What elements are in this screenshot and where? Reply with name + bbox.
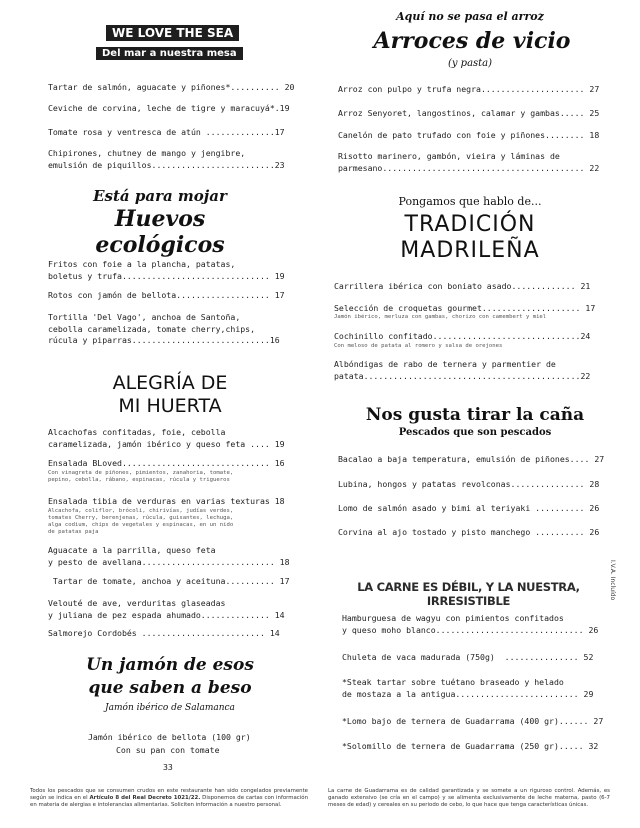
tradicion-item-detail: Jamón ibérico, merluza con gambas, chorizo con camembert y miel (334, 314, 547, 320)
tradicion-kicker: Pongamos que hablo de... (398, 195, 542, 208)
jamon-item-detail: Con su pan con tomate (116, 745, 220, 755)
sea-banner-subtitle: Del mar a nuestra mesa (96, 47, 243, 60)
huevos-kicker: Está para mojar (93, 187, 227, 205)
huerta-item: Ensalada BLoved.............................. 16 (48, 458, 285, 468)
jamon-subtitle: Jamón ibérico de Salamanca (105, 703, 235, 713)
tradicion-title-line2: MADRILEÑA (400, 238, 540, 263)
arroz-title: Arroces de vicio (373, 28, 571, 54)
tradicion-item: Selección de croquetas gourmet.................... 17 (334, 303, 596, 313)
carne-title: LA CARNE ES DÉBIL, Y LA NUESTRA, IRRESISTIBLE (357, 580, 580, 608)
tradicion-item: Carrillera ibérica con boniato asado............. 21 (334, 281, 591, 291)
tradicion-item-detail: Con meloso de patata al romero y salsa de orejones (334, 343, 503, 349)
jamon-price: 33 (163, 762, 173, 772)
huerta-item: Velouté de ave, verduritas glaseadas y juliana de pez espada ahumado.............. 14 (48, 598, 285, 620)
arroz-item: Arroz Senyoret, langostinos, calamar y gambas..... 25 (338, 108, 600, 118)
huevos-item: Fritos con foie a la plancha, patatas, boletus y trufa.............................. 19 (48, 259, 285, 281)
huerta-item: Alcachofas confitadas, foie, cebolla caramelizada, jamón ibérico y queso feta .... 19 (48, 427, 285, 449)
carne-item: *Lomo bajo de ternera de Guadarrama (400 gr)...... 27 (342, 716, 604, 726)
huerta-item: Ensalada tibia de verduras en varias texturas 18 (48, 496, 285, 506)
pescados-subtitle: Pescados que son pescados (398, 427, 552, 438)
sea-banner-title: WE LOVE THE SEA (106, 25, 239, 41)
pescados-title: Nos gusta tirar la caña (365, 405, 585, 425)
arroz-subtitle: (y pasta) (447, 58, 493, 69)
sea-section (96, 22, 246, 60)
jamon-item: Jamón ibérico de bellota (100 gr) (88, 732, 251, 742)
vat-included-note: I.V.A. Incluído (609, 560, 616, 601)
tradicion-item: Cochinillo confitado..............................24 (334, 331, 591, 341)
tradicion-item: Albóndigas de rabo de ternera y parmentier de patata............................................22 (334, 359, 591, 381)
footer-left-text-end: Disponemos de cartas con información en materia de alergias e intolerancias alimentarias. Soliciten información a nuestro personal. (30, 795, 308, 808)
pescados-item: Lubina, hongos y patatas revolconas............... 28 (338, 479, 600, 489)
sea-item: Ceviche de corvina, leche de tigre y maracuyá*.19 (48, 103, 290, 113)
arroz-item: Canelón de pato trufado con foie y piñones........ 18 (338, 130, 600, 140)
pescados-item: Corvina al ajo tostado y pisto manchego .......... 26 (338, 527, 600, 537)
huevos-item: Tortilla 'Del Vago', anchoa de Santoña, cebolla caramelizada, tomate cherry,chips, rúcula y piparras............................16 (48, 312, 280, 345)
pescados-item: Lomo de salmón asado y bimi al teriyaki .......... 26 (338, 503, 600, 513)
huerta-item: Salmorejo Cordobés ......................... 14 (48, 628, 280, 638)
carne-item: Chuleta de vaca madurada (750g) ............... 52 (342, 652, 594, 662)
footer-left-text: Todos los pescados que se consumen crudos en este restaurante han sido congelados previamente según se indica en el (30, 788, 308, 801)
sea-item: Tomate rosa y ventresca de atún ..............17 (48, 127, 285, 137)
huerta-item: Aguacate a la parrilla, queso feta y pesto de avellana........................... 18 (48, 545, 290, 567)
huerta-title-line1: ALEGRÍA DE (112, 372, 228, 394)
footer-left-decree: Artículo 8 del Real Decreto 1021/22. (89, 795, 201, 801)
carne-item: Hamburguesa de wagyu con pimientos confitados y queso moho blanco.............................. 26 (342, 613, 599, 635)
footer-left-note (30, 788, 308, 809)
tradicion-title-line1: TRADICIÓN (404, 212, 536, 237)
huevos-item: Rotos con jamón de bellota................... 17 (48, 290, 285, 300)
sea-item: Tartar de salmón, aguacate y piñones*.......... 20 (48, 82, 295, 92)
jamon-title-line1: Un jamón de esos (86, 655, 254, 675)
arroz-kicker: Aquí no se pasa el arroz (396, 10, 544, 23)
huerta-item-detail: Alcachofa, coliflor, brócoli, chirivías, judías verdes, tomates Cherry, berenjenas, rúcula, guisantes, lechuga, alga codium, chips de vegetales y espinacas, en un nido de patatas paja (48, 508, 234, 535)
jamon-title-line2: que saben a beso (88, 678, 252, 698)
huerta-item-detail: Con vinagreta de piñones, pimientos, zanahoria, tomate, pepino, cebolla, rábano, espinacas, rúcula y trigueros (48, 470, 234, 483)
huevos-title: Huevos ecológicos (95, 206, 225, 258)
huerta-item: Tartar de tomate, anchoa y aceituna.......... 17 (48, 576, 290, 586)
carne-item: *Steak tartar sobre tuétano braseado y helado de mostaza a la antigua......................... 29 (342, 677, 594, 699)
arroz-item: Risotto marinero, gambón, vieira y láminas de parmesano......................................... 22 (338, 151, 600, 173)
huerta-title-line2: MI HUERTA (118, 395, 222, 417)
footer-right-note: La carne de Guadarrama es de calidad garantizada y se somete a un riguroso control. Además, es ganado extensivo (se cría en el campo) y se alimenta exclusivamente de leche materna, pasto (6-7 meses de edad) y cereales en su periodo de cebo, lo que hace que tenga características únicas. (328, 788, 610, 808)
pescados-item: Bacalao a baja temperatura, emulsión de piñones.... 27 (338, 454, 605, 464)
arroz-item: Arroz con pulpo y trufa negra..................... 27 (338, 84, 600, 94)
sea-item: Chipirones, chutney de mango y jengibre, emulsión de piquillos.........................23 (48, 148, 285, 170)
carne-item: *Solomillo de ternera de Guadarrama (250 gr)..... 32 (342, 741, 599, 751)
